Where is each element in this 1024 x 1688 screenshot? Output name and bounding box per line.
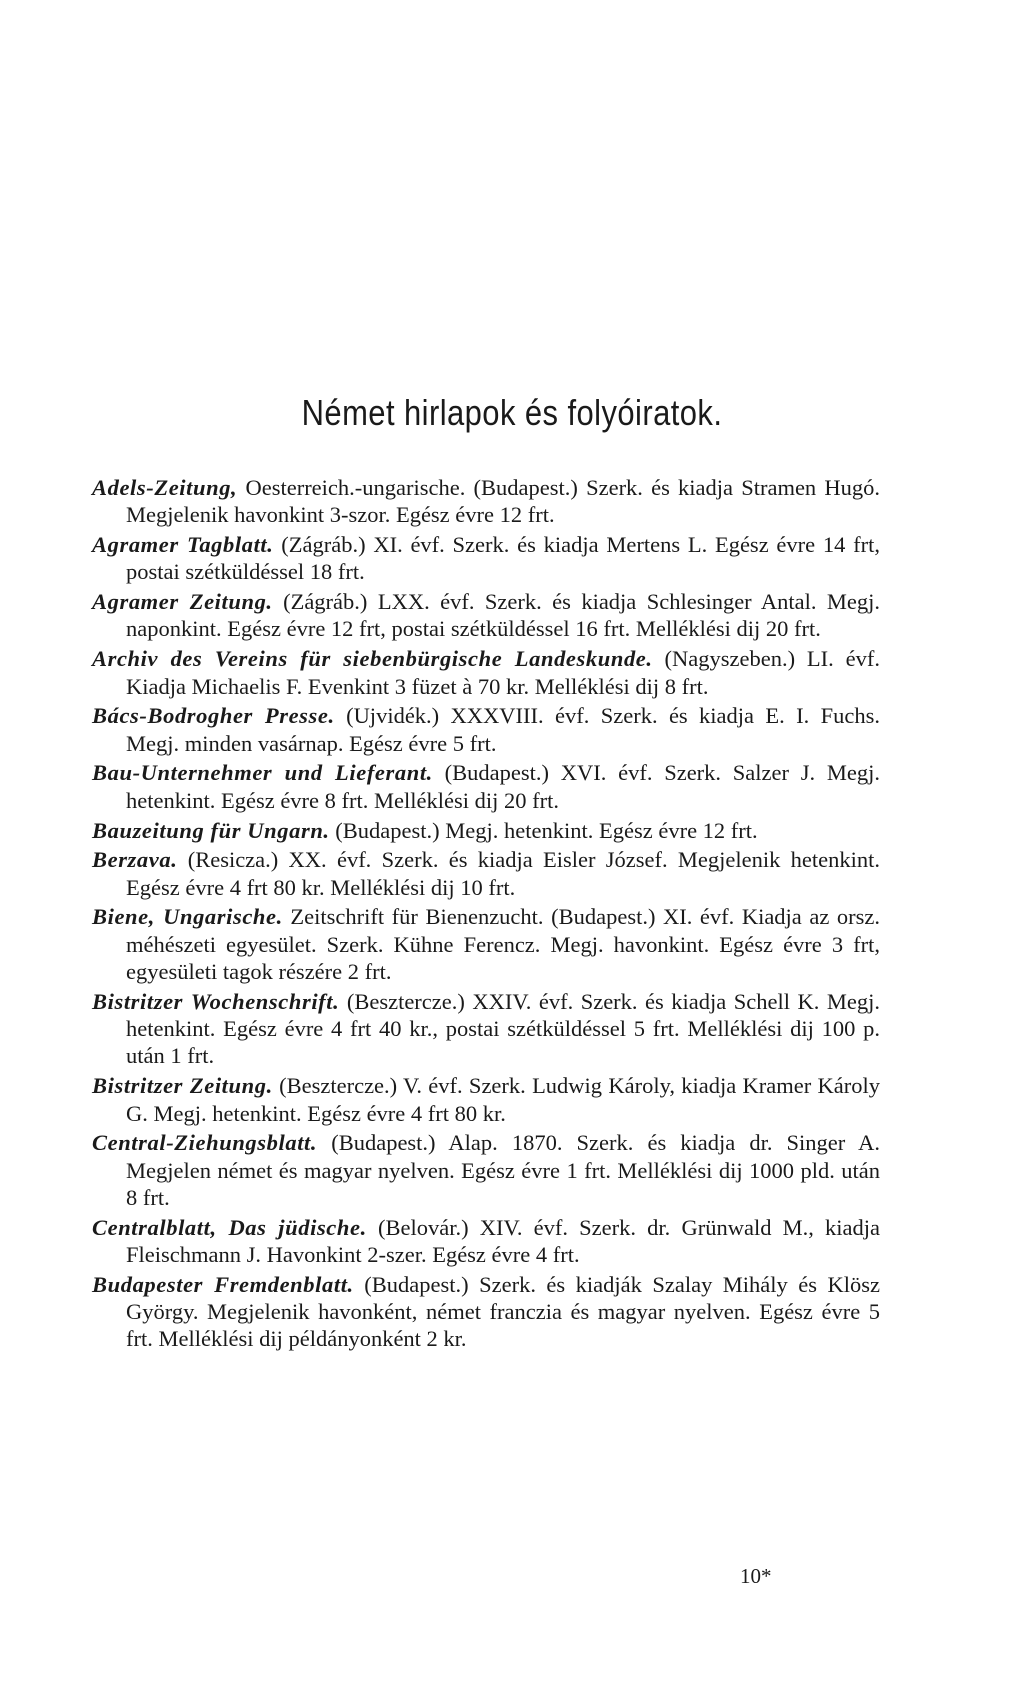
entry-title: Bács-Bodrogher Presse. <box>92 703 335 729</box>
list-item <box>92 531 880 586</box>
list-item <box>92 903 880 985</box>
entry-title: Budapester Fremdenblatt. <box>92 1271 354 1297</box>
entry-title: Adels-Zeitung, <box>92 475 238 500</box>
entry-title: Biene, Ungarische. <box>92 904 283 930</box>
entry-title: Agramer Zeitung. <box>92 589 273 615</box>
list-item <box>92 846 880 901</box>
list-item <box>92 702 880 757</box>
entry-title: Bistritzer Wochenschrift. <box>92 988 340 1014</box>
entry-text: Zeitschrift für Bienenzucht. (Budapest.) XI. évf. Kiadja az orsz. méhészeti egyesület. Szerk. Kühne Ferencz. Megj. havonkint. Egész évre 3 frt, egyesületi tagok részére 2 frt. <box>126 904 880 985</box>
entry-title: Bau-Unternehmer und Lieferant. <box>92 760 433 786</box>
page-title: Német hirlapok és folyóiratok. <box>301 392 723 433</box>
entry-text: (Zágráb.) LXX. évf. Szerk. és kiadja Schlesinger Antal. Megj. naponkint. Egész évre 12 frt, postai szétküldéssel 16 frt. Melléklési dij 20 frt. <box>126 589 881 642</box>
page-number: 10* <box>740 1564 772 1588</box>
list-item <box>92 759 880 814</box>
entry-text: (Budapest.) Alap. 1870. Szerk. és kiadja dr. Singer A. Megjelen német és magyar nyelven. Egész évre 1 frt. Melléklési dij 1000 pld. után 8 frt. <box>126 1130 880 1210</box>
entry-title: Centralblatt, Das jüdische. <box>92 1214 367 1240</box>
entry-title: Central-Ziehungsblatt. <box>92 1130 318 1156</box>
entry-text: (Zágráb.) XI. évf. Szerk. és kiadja Mertens L. Egész évre 14 frt, postai szétküldéssel 18 frt. <box>126 532 880 585</box>
entry-title: Archiv des Vereins für siebenbürgische Landeskunde. <box>92 646 653 672</box>
entry-text: (Belovár.) XIV. évf. Szerk. dr. Grünwald M., kiadja Fleischmann J. Havonkint 2-szer. Egész évre 4 frt. <box>126 1214 881 1268</box>
list-item <box>92 1072 880 1127</box>
list-item <box>92 988 880 1070</box>
entry-text: Oesterreich.-ungarische. (Budapest.) Szerk. és kiadja Stramen Hugó. Megjelenik havonkint 3-szor. Egész évre 12 frt. <box>126 475 880 528</box>
entry-title: Agramer Tagblatt. <box>92 532 274 558</box>
entry-text: (Resicza.) XX. évf. Szerk. és kiadja Eisler József. Megjelenik hetenkint. Egész évre 4 frt 80 kr. Melléklési dij 10 frt. <box>126 847 880 900</box>
list-item <box>92 474 880 529</box>
list-item <box>92 588 880 643</box>
entry-title: Bauzeitung für Ungarn. <box>92 817 330 843</box>
list-item <box>92 1271 880 1353</box>
entry-text: (Budapest.) Szerk. és kiadják Szalay Mihály és Klösz György. Megjelenik havonként, német franczia és magyar nyelven. Egész évre 5 frt. Melléklési dij példányonként 2 kr. <box>126 1271 880 1352</box>
entry-text: (Budapest.) XVI. évf. Szerk. Salzer J. Megj. hetenkint. Egész évre 8 frt. Melléklési dij 20 frt. <box>126 760 880 813</box>
entry-text: (Besztercze.) V. évf. Szerk. Ludwig Károly, kiadja Kramer Károly G. Megj. hetenkint. Egész évre 4 frt 80 kr. <box>126 1073 880 1126</box>
entry-text: (Ujvidék.) XXXVIII. évf. Szerk. és kiadja E. I. Fuchs. Megj. minden vasárnap. Egész évre 5 frt. <box>126 703 880 756</box>
entry-title: Bistritzer Zeitung. <box>92 1073 273 1099</box>
entry-text: (Nagyszeben.) LI. évf. Kiadja Michaelis F. Evenkint 3 füzet à 70 kr. Melléklési dij 8 frt. <box>126 646 881 699</box>
list-item <box>92 645 880 700</box>
entry-list <box>92 474 880 1355</box>
list-item <box>92 817 880 844</box>
list-item <box>92 1129 880 1211</box>
entry-text: (Besztercze.) XXIV. évf. Szerk. és kiadja Schell K. Megj. hetenkint. Egész évre 4 frt 40 kr., postai szétküldéssel 5 frt. Melléklési dij 100 p. után 1 frt. <box>126 988 880 1069</box>
entry-text: (Budapest.) Megj. hetenkint. Egész évre 12 frt. <box>329 817 758 843</box>
entry-title: Berzava. <box>92 847 178 873</box>
list-item <box>92 1214 880 1269</box>
